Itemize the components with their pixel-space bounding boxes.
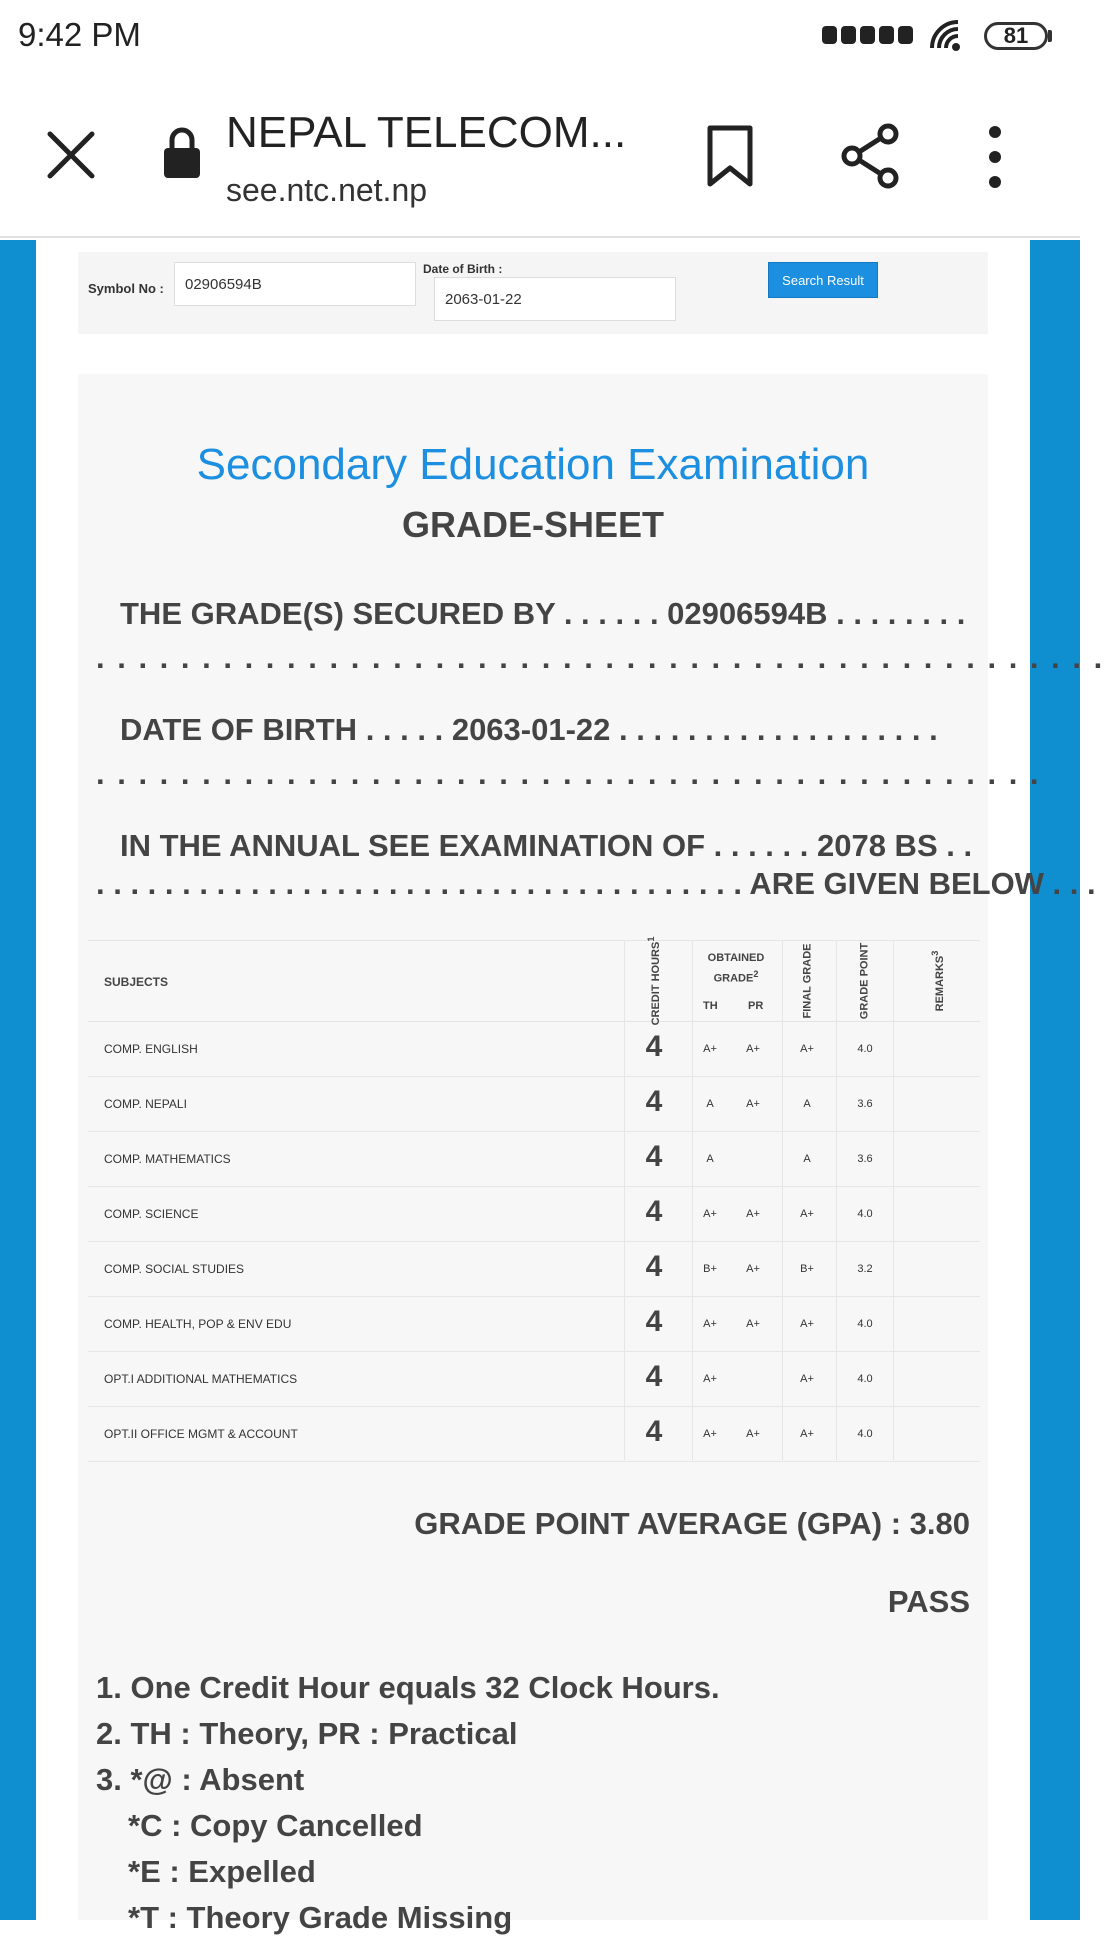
header-final-grade: FINAL GRADE [801,943,814,1019]
pr-grade-cell: A+ [746,1043,760,1055]
dob-label: Date of Birth : [423,262,503,276]
subject-cell: OPT.I ADDITIONAL MATHEMATICS [104,1372,298,1386]
header-th: TH [703,1000,718,1012]
wifi-icon [928,18,972,54]
subject-cell: COMP. ENGLISH [104,1042,198,1056]
dob-prefix: DATE OF BIRTH [120,712,358,747]
search-result-button[interactable]: Search Result [768,262,878,298]
symbol-label: Symbol No : [88,281,164,296]
lock-icon [162,126,202,178]
header-subjects: SUBJECTS [104,975,169,989]
symbol-input[interactable] [174,262,416,306]
credit-cell: 4 [645,1415,663,1448]
subject-cell: COMP. SCIENCE [104,1207,199,1221]
exam-prefix: IN THE ANNUAL SEE EXAMINATION OF [120,828,706,863]
header-credit-hours: CREDIT HOURS$^1$ [646,936,662,1026]
subject-cell: COMP. MATHEMATICS [104,1152,231,1166]
credit-cell: 4 [645,1030,663,1063]
close-icon[interactable] [42,126,100,184]
grade-point-cell: 4.0 [857,1318,873,1330]
exam-year: 2078 BS [816,828,938,863]
header-obtained-grade: OBTAINED GRADE$^2$ [707,952,765,985]
dob-value: 2063-01-22 [451,712,611,747]
th-grade-cell: A+ [703,1318,717,1330]
table-row [88,1297,980,1352]
header-pr: PR [748,1000,764,1012]
signal-icon [822,26,913,44]
bookmark-icon[interactable] [702,122,758,190]
result-text: PASS [887,1584,970,1619]
given-below-line: . . . . . . . . . . . . . . . . . . . . . . . . . . . . . . . . . . . . . . ARE GIVEN BELOW . . . [96,866,1096,901]
dob-line: DATE OF BIRTH . . . . . 2063-01-22 . . . . . . . . . . . . . . . . . . . [120,712,938,747]
pr-grade-cell: A+ [746,1208,760,1220]
share-icon[interactable] [838,122,906,190]
subject-cell: COMP. SOCIAL STUDIES [104,1262,245,1276]
table-row [88,1187,980,1242]
th-grade-cell: A+ [703,1208,717,1220]
header-grade-point: GRADE POINT [858,942,871,1020]
table-row [88,1132,980,1187]
exam-title: Secondary Education Examination [196,440,870,489]
credit-cell: 4 [645,1250,663,1283]
subject-cell: COMP. NEPALI [104,1097,187,1111]
grade-point-cell: 3.2 [857,1263,873,1275]
final-grade-cell: A+ [800,1318,814,1330]
grade-point-cell: 3.6 [857,1153,873,1165]
note-item: *T : Theory Grade Missing [128,1900,513,1935]
pr-grade-cell: A+ [746,1098,760,1110]
grade-point-cell: 4.0 [857,1428,873,1440]
final-grade-cell: B+ [800,1263,814,1275]
th-grade-cell: A+ [703,1428,717,1440]
final-grade-cell: A [803,1153,811,1165]
credit-cell: 4 [645,1195,663,1228]
table-row [88,1242,980,1297]
th-grade-cell: A+ [703,1373,717,1385]
exam-line: IN THE ANNUAL SEE EXAMINATION OF . . . . . . 2078 BS . . [120,828,973,863]
credit-cell: 4 [645,1140,663,1173]
subject-cell: COMP. HEALTH, POP & ENV EDU [104,1317,292,1331]
credit-cell: 4 [645,1360,663,1393]
table-row [88,1022,980,1077]
grade-point-cell: 4.0 [857,1373,873,1385]
note-item: *C : Copy Cancelled [128,1808,423,1843]
dotted-filler: . . . . . . . . . . . . . . . . . . . . . . . . . . . . . . . . . . . . . . . . . . . . . [96,756,1041,791]
note-item: 2. TH : Theory, PR : Practical [96,1716,518,1751]
final-grade-cell: A+ [800,1428,814,1440]
th-grade-cell: A [706,1098,714,1110]
grade-point-cell: 4.0 [857,1043,873,1055]
grade-point-cell: 4.0 [857,1208,873,1220]
status-bar [0,0,1080,70]
subject-cell: OPT.II OFFICE MGMT & ACCOUNT [104,1427,298,1441]
header-remarks: REMARKS$^3$ [930,950,946,1012]
dob-input[interactable] [434,277,676,321]
gpa-text: GRADE POINT AVERAGE (GPA) : 3.80 [414,1506,970,1541]
table-row [88,1407,980,1462]
secured-by-value: 02906594B [667,596,828,631]
battery-level: 81 [984,22,1048,50]
final-grade-cell: A+ [800,1373,814,1385]
final-grade-cell: A+ [800,1208,814,1220]
th-grade-cell: A+ [703,1043,717,1055]
secured-by-line: THE GRADE(S) SECURED BY . . . . . . 02906594B . . . . . . . . [120,596,966,631]
table-row [88,1352,980,1407]
grade-point-cell: 3.6 [857,1098,873,1110]
th-grade-cell: A [706,1153,714,1165]
dotted-filler: . . . . . . . . . . . . . . . . . . . . . . . . . . . . . . . . . . . . . . . . . . . . . . . . [96,640,1104,675]
status-time: 9:42 PM [18,16,141,53]
note-item: 1. One Credit Hour equals 32 Clock Hours. [96,1670,720,1705]
given-below: ARE GIVEN BELOW [749,866,1044,901]
final-grade-cell: A [803,1098,811,1110]
pr-grade-cell: A+ [746,1263,760,1275]
final-grade-cell: A+ [800,1043,814,1055]
pr-grade-cell: A+ [746,1428,760,1440]
table-row [88,1077,980,1132]
sheet-title: GRADE-SHEET [401,504,665,545]
page-title: NEPAL TELECOM... [226,108,627,157]
battery-tip [1048,30,1052,42]
pr-grade-cell: A+ [746,1318,760,1330]
note-item: *E : Expelled [128,1854,316,1889]
page-url[interactable]: see.ntc.net.np [226,172,428,208]
more-options-icon[interactable] [978,124,1012,190]
browser-toolbar [0,70,1080,238]
credit-cell: 4 [645,1305,663,1338]
note-item: 3. *@ : Absent [96,1762,305,1797]
credit-cell: 4 [645,1085,663,1118]
th-grade-cell: B+ [703,1263,717,1275]
secured-by-prefix: THE GRADE(S) SECURED BY [120,596,556,631]
